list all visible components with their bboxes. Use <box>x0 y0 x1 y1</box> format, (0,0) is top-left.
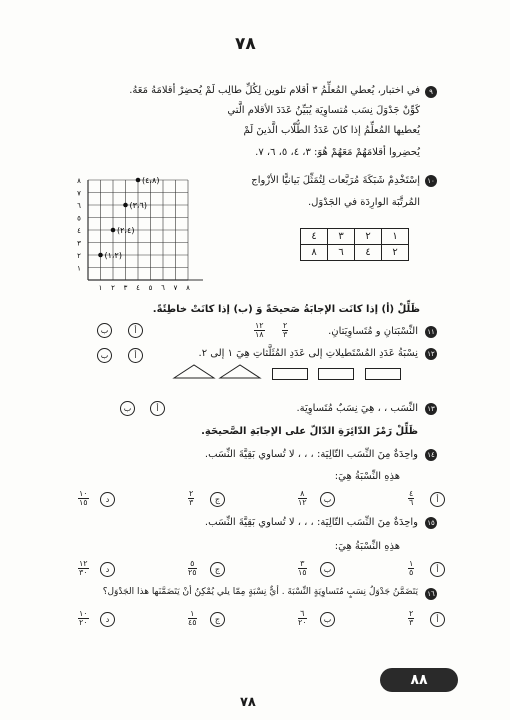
option-bubble[interactable]: ج <box>210 612 225 627</box>
table-cell: ٤ <box>355 245 382 261</box>
numerator: ٣ <box>298 560 307 569</box>
option-a-bubble[interactable]: أ <box>128 323 143 338</box>
denominator: ١٢ <box>298 498 307 507</box>
denominator: ٣ <box>409 618 414 627</box>
option-bubble[interactable]: ب <box>320 492 335 507</box>
instruction-shade-correct: ظَلِّلْ رَمْزَ الدّائِرَةِ الدّالّ على الإجابَةِ الصَّحيحَةِ. <box>201 426 418 437</box>
numerator: ١ <box>188 610 197 619</box>
q14-text: واحِدَةٌ مِنَ النِّسَب التّالِيَة: ، ، ، لا تُساوي بَقِيَّةَ النِّسَب. <box>204 449 418 460</box>
option-bubble[interactable]: أ <box>430 612 445 627</box>
q15-sub: هذِهِ النِّسْبَةُ هِيَ: <box>334 541 400 552</box>
x-tick-label: ٧ <box>173 284 178 292</box>
triangle-shapes <box>172 363 262 379</box>
denominator: ٢٥ <box>188 568 197 577</box>
numerator: ٤ <box>409 489 414 498</box>
option-a-bubble[interactable]: أ <box>128 348 143 363</box>
option-fraction <box>188 560 197 577</box>
option-bubble[interactable]: د <box>100 562 115 577</box>
rectangle-shape <box>365 368 401 380</box>
numerator: ١٠ <box>79 489 88 498</box>
y-tick-label: ٨ <box>77 177 81 185</box>
point-label: (١،٢) <box>104 251 122 260</box>
y-tick-label: ٧ <box>77 189 81 198</box>
q9-line-2: كَوِّنْ جَدْوَلَ نِسَب مُتساوِيَة يُبَيِّنُ عَدَدَ الأقلام الَّتي <box>227 105 420 116</box>
denominator: ٤٥ <box>188 618 197 627</box>
x-tick-label: ٣ <box>123 284 128 292</box>
option-bubble[interactable]: ب <box>320 612 335 627</box>
x-tick-label: ٥ <box>148 284 153 292</box>
option-fraction <box>298 610 307 627</box>
option-fraction <box>408 490 414 507</box>
option-bubble[interactable]: أ <box>430 562 445 577</box>
option-bubble[interactable]: ج <box>210 562 225 577</box>
table-cell: ٤ <box>301 229 328 245</box>
option-fraction <box>78 490 89 507</box>
x-tick-label: ١ <box>98 284 103 292</box>
page-badge: ٨٨ <box>380 668 458 692</box>
fraction <box>254 322 265 339</box>
plotted-point <box>111 228 116 233</box>
plotted-point <box>123 203 128 208</box>
q15-text: واحِدَةٌ مِنَ النِّسَب التّالِيَة: ، ، ، لا تُساوي بَقِيَّةَ النِّسَب. <box>204 517 418 528</box>
option-b-bubble[interactable]: ب <box>97 348 112 363</box>
ordered-pairs-table <box>300 228 409 261</box>
table-cell: ٨ <box>301 245 328 261</box>
rectangle-shape <box>272 368 308 380</box>
denominator: ٢٠ <box>298 618 307 627</box>
option-a-bubble[interactable]: أ <box>150 401 165 416</box>
denominator: ٣ <box>189 498 194 507</box>
numerator: ١٢ <box>79 559 88 568</box>
option-bubble[interactable]: أ <box>430 492 445 507</box>
table-cell: ٦ <box>328 245 355 261</box>
table-cell: ٢ <box>382 245 409 261</box>
q16-text: يَتَضَمَّنُ جَدْوَلُ نِسَبٍ مُتَساوِيَةٍ النِّسْبَةَ . أيٌّ نِسْبَةٍ مِمّا يلي يُمْكِنُ أنْ يَتَضَمَّنَها هذا الجَدْوَل؟ <box>102 587 418 597</box>
numerator: ٢ <box>409 609 414 618</box>
fraction <box>282 322 288 339</box>
numerator: ١٢ <box>255 321 264 330</box>
option-fraction <box>408 610 414 627</box>
option-fraction <box>78 560 89 577</box>
page-number-bottom: ٧٨ <box>240 695 256 710</box>
table-cell: ١ <box>382 229 409 245</box>
q12-text: نِسْبَةُ عَدَدِ المُسْتَطيلاتِ إلى عَدَدِ المُثَلَّثاتِ هِيَ ١ إلى ٢. <box>198 348 418 359</box>
table-cell: ٣ <box>328 229 355 245</box>
option-fraction <box>408 560 414 577</box>
numerator: ٢ <box>189 489 194 498</box>
coordinate-grid <box>68 165 218 300</box>
q11-text: النِّسْبَتانِ و مُتَساوِيَتانِ. <box>328 326 418 337</box>
numerator: ١ <box>409 559 414 568</box>
denominator: ١٥ <box>298 568 307 577</box>
option-b-bubble[interactable]: ب <box>120 401 135 416</box>
question-number: ١٤ <box>425 449 437 461</box>
q10-line-1: إسْتَخْدِمْ شَبَكَةَ مُرَبَّعات لِتُمَثِّلَ بَيانيًّا الأزْواج <box>251 175 420 186</box>
option-b-bubble[interactable]: ب <box>97 323 112 338</box>
q14-sub: هذِهِ النِّسْبَةُ هِيَ: <box>334 471 400 482</box>
numerator: ٨ <box>298 490 307 499</box>
point-label: (٤،٨) <box>142 176 160 185</box>
point-label: (٢،٤) <box>117 226 135 235</box>
numerator: ٦ <box>298 610 307 619</box>
triangle-shape <box>220 365 260 378</box>
question-number: ٩ <box>425 86 437 98</box>
question-number: ١٠ <box>425 175 437 187</box>
table-cell: ٢ <box>355 229 382 245</box>
numerator: ٢ <box>283 321 288 330</box>
y-tick-label: ٥ <box>77 214 81 223</box>
q9-line-1: في اختبار، يُعطي المُعلِّمُ ٣ أقلام تلوين لِكُلِّ طالِب لَمْ يُحضِرْ أقلامَهُ مَعَهُ. <box>129 85 420 96</box>
page-number-top: ٧٨ <box>235 34 256 54</box>
denominator: ٣٠ <box>79 568 88 577</box>
denominator: ٢٠ <box>79 618 88 627</box>
y-tick-label: ١ <box>77 264 81 273</box>
x-tick-label: ٢ <box>111 284 115 292</box>
option-bubble[interactable]: ب <box>320 562 335 577</box>
x-tick-label: ٤ <box>136 284 140 292</box>
rectangle-shape <box>318 368 354 380</box>
question-number: ١٦ <box>425 588 437 600</box>
plotted-point <box>98 253 103 258</box>
option-fraction <box>298 490 307 507</box>
denominator: ٣ <box>283 330 288 339</box>
q9-line-3: يُعطيها المُعلِّمُ إذا كانَ عَدَدُ الطُّلّاب الَّذينَ لَمْ <box>243 125 420 136</box>
option-fraction <box>298 560 307 577</box>
option-fraction <box>78 610 89 627</box>
option-fraction <box>188 490 194 507</box>
q13-text: النِّسَب ، ، هِيَ نِسَبٌ مُتَساوِيَة. <box>296 403 418 414</box>
x-tick-label: ٨ <box>186 284 190 292</box>
denominator: ٦ <box>409 498 414 507</box>
x-tick-label: ٦ <box>161 284 165 292</box>
y-tick-label: ٤ <box>77 227 81 235</box>
denominator: ١٨ <box>255 330 264 339</box>
plotted-point <box>136 178 141 183</box>
question-number: ١٣ <box>425 403 437 415</box>
triangle-shape <box>174 365 214 378</box>
instruction-shade-true-false: ظَلِّلْ (أ) إذا كانَت الإجابَةُ صَحيحَةً وَ (ب) إذا كانَتْ خاطِئَةً. <box>152 304 420 315</box>
table-row <box>301 245 409 261</box>
numerator: ٥ <box>188 560 197 569</box>
y-tick-label: ٣ <box>77 239 81 248</box>
option-fraction <box>188 610 197 627</box>
y-tick-label: ٦ <box>77 202 81 210</box>
point-label: (٣،٦) <box>129 201 147 210</box>
option-bubble[interactable]: د <box>100 492 115 507</box>
q10-line-2: المُرتَّبَة الوارِدَة في الجَدْوَل. <box>307 197 420 208</box>
q9-line-4: يُحضِروا أقلامَهُمْ مَعَهُمْ هُوَ: ٣، ٤، ٥، ٦، ٧. <box>255 147 420 158</box>
denominator: ١٥ <box>79 498 88 507</box>
numerator: ١٠ <box>79 609 88 618</box>
table-row <box>301 229 409 245</box>
question-number: ١٢ <box>425 348 437 360</box>
denominator: ٥ <box>409 568 414 577</box>
question-number: ١٥ <box>425 517 437 529</box>
question-number: ١١ <box>425 326 437 338</box>
option-bubble[interactable]: د <box>100 612 115 627</box>
y-tick-label: ٢ <box>77 252 81 260</box>
option-bubble[interactable]: ج <box>210 492 225 507</box>
